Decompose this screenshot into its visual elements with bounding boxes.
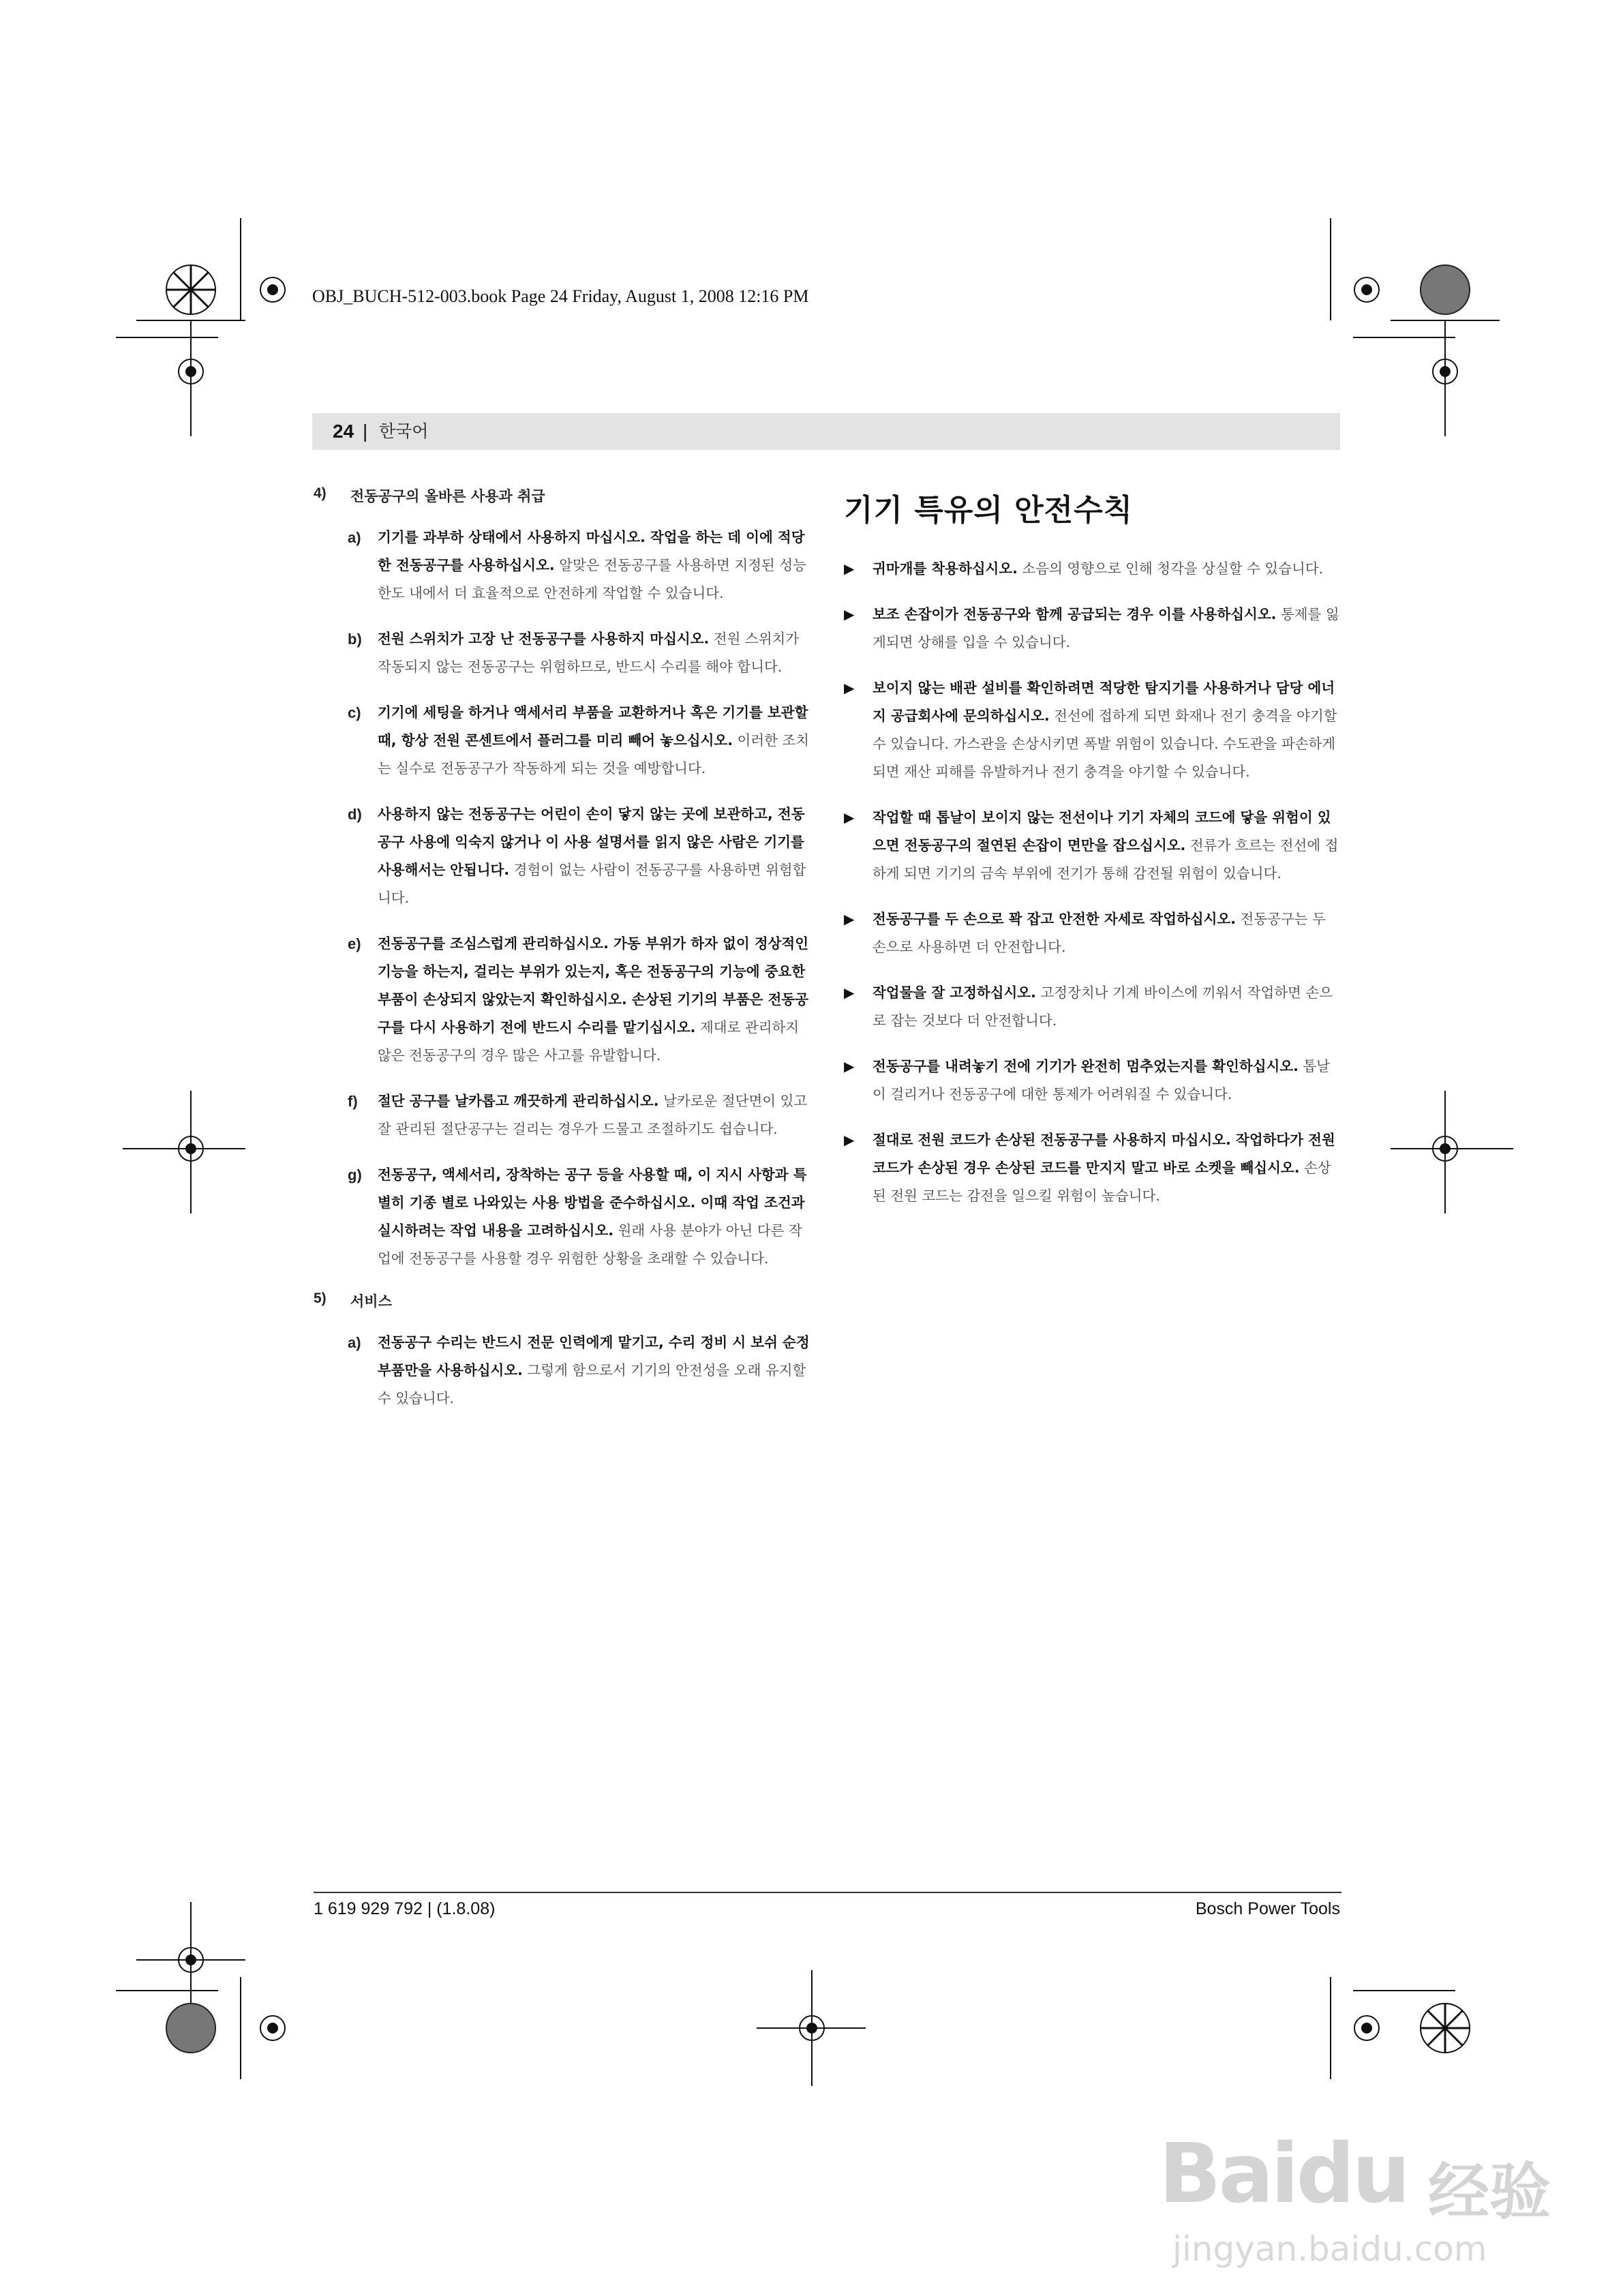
- bullet-item: [844, 555, 1341, 583]
- section-number: 4): [314, 485, 327, 501]
- header-separator: |: [363, 421, 368, 442]
- item-label: d): [348, 806, 362, 823]
- item-bold-text: 전원 스위치가 고장 난 전동공구를 사용하지 마십시오.: [378, 631, 710, 647]
- book-info-line: OBJ_BUCH-512-003.book Page 24 Friday, August 1, 2008 12:16 PM: [312, 286, 809, 306]
- watermark-brand-cn: 经验: [1428, 2156, 1551, 2228]
- baidu-watermark: [1159, 2127, 1568, 2277]
- list-item: [348, 524, 815, 607]
- item-text: 알맞은 전동공구를 사용하면 지정된 성능 한도 내에서 더 효율적으로 안전하게 작업할 수 있습니다.: [378, 557, 806, 601]
- footer-rule: [314, 1892, 1341, 1893]
- item-text: 원래 사용 분야가 아닌 다른 작업에 전동공구를 사용할 경우 위험한 상황을 초래할 수 있습니다.: [378, 1222, 802, 1267]
- item-label: b): [348, 631, 362, 648]
- item-text: 그렇게 함으로서 기기의 안전성을 오래 유지할 수 있습니다.: [378, 1362, 806, 1406]
- bullet-bold-text: 전동공구를 두 손으로 꽉 잡고 안전한 자세로 작업하십시오.: [873, 911, 1237, 927]
- section-heading: [314, 485, 815, 506]
- item-text: 이러한 조치는 실수로 전동공구가 작동하게 되는 것을 예방합니다.: [378, 732, 810, 776]
- item-label: c): [348, 704, 361, 721]
- item-label: e): [348, 935, 361, 952]
- item-label: g): [348, 1166, 362, 1183]
- item-bold-text: 전동공구 수리는 반드시 전문 인력에게 맡기고, 수리 정비 시 보쉬 순정 부품만을 사용하십시오.: [378, 1334, 810, 1378]
- list-item: [348, 800, 815, 912]
- bullet-text: 전동공구는 두 손으로 사용하면 더 안전합니다.: [873, 911, 1326, 955]
- safety-title: 기기 특유의 안전수칙: [844, 493, 1134, 528]
- bullet-text: 소음의 영향으로 인해 청각을 상실할 수 있습니다.: [1017, 560, 1324, 577]
- bullet-item: [844, 1126, 1341, 1210]
- bullet-item: [844, 674, 1341, 786]
- item-text: 제대로 관리하지 않은 전동공구의 경우 많은 사고를 유발합니다.: [378, 1019, 800, 1063]
- bullet-arrow-icon: ▶: [844, 984, 855, 1001]
- bullet-bold-text: 보이지 않는 배관 설비를 확인하려면 적당한 탐지기를 사용하거나 담당 에너지 공급회사에 문의하십시오.: [873, 680, 1335, 724]
- bullet-text: 통제를 잃게되면 상해를 입을 수 있습니다.: [873, 606, 1339, 650]
- bullet-text: 톱날이 걸리거나 전동공구에 대한 통제가 어려워질 수 있습니다.: [873, 1058, 1331, 1102]
- item-label: a): [348, 1334, 361, 1351]
- page-header-bar: [312, 413, 1340, 450]
- bullet-item: [844, 905, 1341, 961]
- watermark-brand: Baidu: [1159, 2127, 1408, 2222]
- watermark-url: jingyan.baidu.com: [1172, 2229, 1487, 2269]
- list-item: [348, 1161, 815, 1273]
- bullet-bold-text: 절대로 전원 코드가 손상된 전동공구를 사용하지 마십시오. 작업하다가 전원 코드가 손상된 경우 손상된 코드를 만지지 말고 바로 소켓을 빼십시오.: [873, 1132, 1335, 1176]
- list-item: [348, 930, 815, 1070]
- bullet-bold-text: 작업할 때 톱날이 보이지 않는 전선이나 기기 자체의 코드에 닿을 위험이 있으면 전동공구의 절연된 손잡이 면만을 잡으십시오.: [873, 809, 1331, 854]
- bullet-item: [844, 1053, 1341, 1108]
- item-bold-text: 기기를 과부하 상태에서 사용하지 마십시오. 작업을 하는 데 이에 적당한 전동공구를 사용하십시오.: [378, 529, 805, 573]
- item-bold-text: 기기에 세팅을 하거나 액세서리 부품을 교환하거나 혹은 기기를 보관할 때, 항상 전원 콘센트에서 플러그를 미리 빼어 놓으십시오.: [378, 704, 808, 749]
- section-title: 전동공구의 올바른 사용과 취급: [350, 488, 545, 504]
- footer-brand: Bosch Power Tools: [1195, 1899, 1340, 1918]
- bullet-arrow-icon: ▶: [844, 680, 855, 696]
- item-text: 전원 스위치가 작동되지 않는 전동공구는 위험하므로, 반드시 수리를 해야 합니다.: [378, 631, 800, 675]
- language-label: 한국어: [379, 421, 429, 441]
- bullet-text: 전선에 접하게 되면 화재나 전기 충격을 야기할 수 있습니다. 가스관을 손상시키면 폭발 위험이 있습니다. 수도관을 파손하게 되면 재산 피해를 유발하거나 전기 충격을 야기할 수 있습니다.: [873, 708, 1337, 780]
- item-bold-text: 절단 공구를 날카롭고 깨끗하게 관리하십시오.: [378, 1093, 659, 1109]
- bullet-text: 전류가 흐르는 전선에 접하게 되면 기기의 금속 부위에 전기가 통해 감전될 위험이 있습니다.: [873, 837, 1339, 881]
- footer-doc-number: 1 619 929 792 | (1.8.08): [314, 1899, 496, 1918]
- bullet-bold-text: 전동공구를 내려놓기 전에 기기가 완전히 멈추었는지를 확인하십시오.: [873, 1058, 1299, 1074]
- right-column: [844, 485, 1341, 1228]
- bullet-bold-text: 귀마개를 착용하십시오.: [873, 560, 1018, 577]
- bullet-arrow-icon: ▶: [844, 560, 855, 577]
- bullet-arrow-icon: ▶: [844, 1058, 855, 1074]
- bullet-item: [844, 601, 1341, 656]
- section-number: 5): [314, 1290, 327, 1306]
- list-item: [348, 625, 815, 681]
- item-text: 날카로운 절단면이 있고 잘 관리된 절단공구는 걸리는 경우가 드물고 조절하기도 쉽습니다.: [378, 1093, 808, 1137]
- item-label: a): [348, 529, 361, 546]
- section-heading: [314, 1290, 815, 1311]
- list-item: [348, 1087, 815, 1143]
- item-text: 경험이 없는 사람이 전동공구를 사용하면 위험합니다.: [378, 862, 806, 906]
- bullet-bold-text: 작업물을 잘 고정하십시오.: [873, 984, 1036, 1001]
- list-item: [348, 699, 815, 783]
- bullet-arrow-icon: ▶: [844, 1132, 855, 1148]
- bullet-text: 고정장치나 기계 바이스에 끼워서 작업하면 손으로 잡는 것보다 더 안전합니다.: [873, 984, 1333, 1029]
- left-column: [314, 485, 815, 1430]
- bullet-arrow-icon: ▶: [844, 911, 855, 927]
- bullet-arrow-icon: ▶: [844, 606, 855, 622]
- list-item: [348, 1329, 815, 1413]
- bullet-item: [844, 804, 1341, 888]
- page-number: 24: [333, 421, 354, 442]
- section-title: 서비스: [350, 1293, 392, 1310]
- item-bold-text: 전동공구를 조심스럽게 관리하십시오. 가동 부위가 하자 없이 정상적인 기능을 하는지, 걸리는 부위가 있는지, 혹은 전동공구의 기능에 중요한 부품이 손상되지 않았는지 확인하십시오. 손상된 기기의 부품은 전동공구를 다시 사용하기 전에 반드시 수리를 맡기십시오.: [378, 935, 809, 1036]
- item-bold-text: 전동공구, 액세서리, 장착하는 공구 등을 사용할 때, 이 지시 사항과 특별히 기종 별로 나와있는 사용 방법을 준수하십시오. 이때 작업 조건과 실시하려는 작업 내용을 고려하십시오.: [378, 1166, 807, 1239]
- bullet-text: 손상된 전원 코드는 감전을 일으킬 위험이 높습니다.: [873, 1160, 1331, 1204]
- bullet-arrow-icon: ▶: [844, 809, 855, 826]
- bullet-bold-text: 보조 손잡이가 전동공구와 함께 공급되는 경우 이를 사용하십시오.: [873, 606, 1277, 622]
- item-label: f): [348, 1093, 358, 1110]
- bullet-item: [844, 979, 1341, 1035]
- item-bold-text: 사용하지 않는 전동공구는 어린이 손이 닿지 않는 곳에 보관하고, 전동공구 사용에 익숙지 않거나 이 사용 설명서를 읽지 않은 사람은 기기를 사용해서는 안됩니다.: [378, 806, 805, 878]
